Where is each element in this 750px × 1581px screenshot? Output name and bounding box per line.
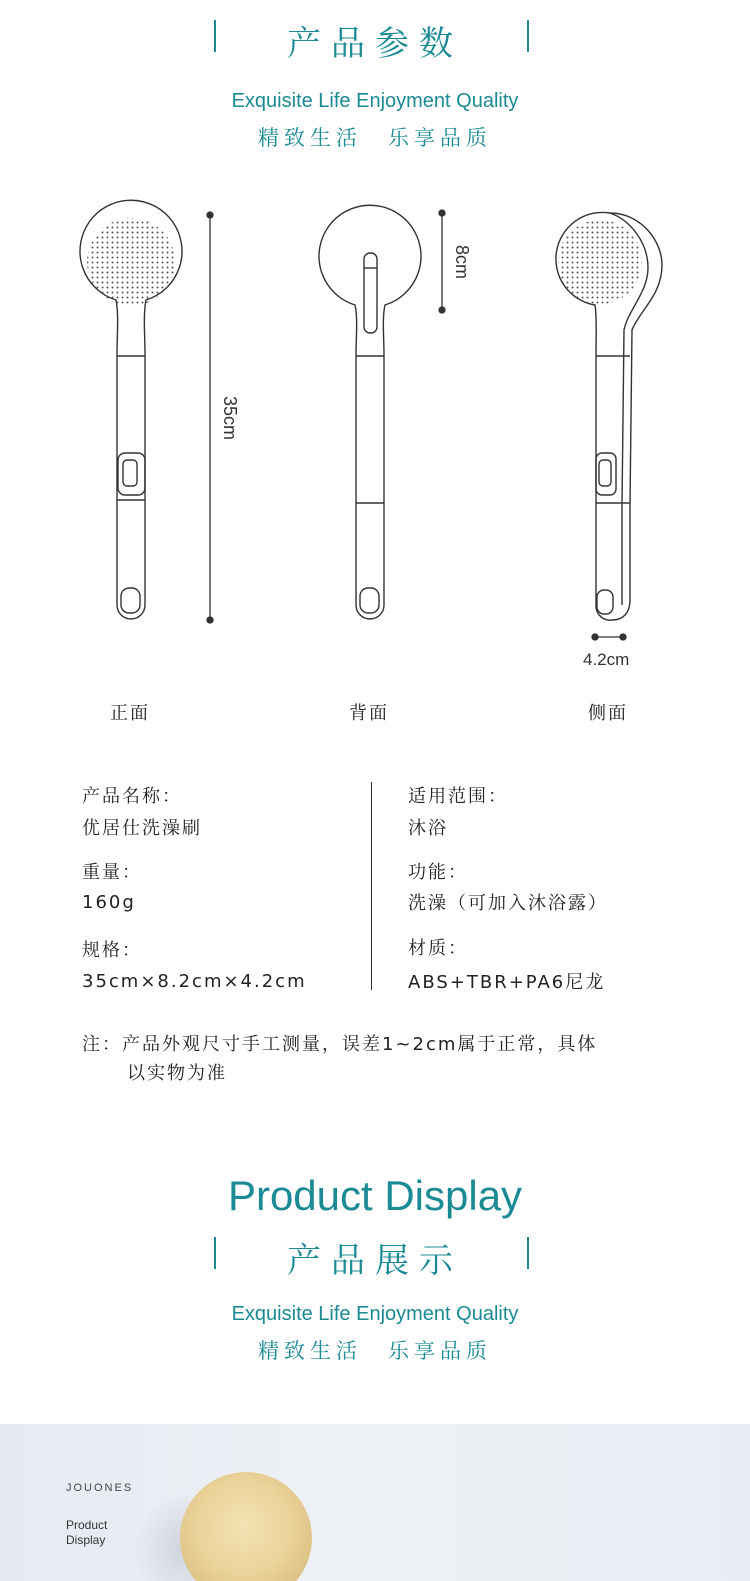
photo-caption-line2: Display bbox=[66, 1533, 106, 1547]
length-dimension-line bbox=[207, 212, 213, 623]
front-view-label: 正面 bbox=[110, 703, 150, 724]
params-title: 产品参数 bbox=[287, 24, 463, 64]
front-bristle-pattern bbox=[87, 218, 175, 306]
thickness-dim-label: 4.2cm bbox=[583, 650, 630, 669]
spec-material-label: 材质： bbox=[408, 938, 468, 959]
params-subtitle-en: Exquisite Life Enjoyment Quality bbox=[231, 90, 519, 112]
spec-function-label: 功能： bbox=[408, 862, 468, 883]
side-bristle-pattern bbox=[558, 220, 642, 304]
display-subtitle-en: Exquisite Life Enjoyment Quality bbox=[231, 1303, 519, 1325]
spec-usage-value: 沐浴 bbox=[408, 818, 448, 839]
measurement-note-line1: 注：产品外观尺寸手工测量，误差1~2cm属于正常，具体 bbox=[82, 1034, 598, 1055]
thickness-dimension-line bbox=[592, 634, 626, 640]
spec-function-value: 洗澡（可加入沐浴露） bbox=[408, 893, 608, 914]
photo-brand: JOUONES bbox=[66, 1482, 134, 1494]
spec-size-value: 35cm×8.2cm×4.2cm bbox=[82, 971, 307, 992]
display-subtitle-cn: 精致生活 乐享品质 bbox=[258, 1339, 492, 1363]
spec-divider bbox=[371, 782, 372, 990]
spec-weight-value: 160g bbox=[82, 892, 136, 913]
head-dim-label: 8cm bbox=[452, 244, 472, 280]
side-view-label: 侧面 bbox=[588, 703, 628, 724]
display-heading-en: Product Display bbox=[227, 1172, 523, 1219]
spec-material-value: ABS+TBR+PA6尼龙 bbox=[408, 972, 606, 993]
brush-bristle-head bbox=[180, 1472, 312, 1581]
display-title: 产品展示 bbox=[287, 1241, 463, 1281]
spec-weight-label: 重量： bbox=[82, 862, 142, 883]
spec-usage-label: 适用范围： bbox=[408, 786, 508, 807]
spec-size-label: 规格： bbox=[82, 940, 142, 961]
params-subtitle-cn: 精致生活 乐享品质 bbox=[258, 126, 492, 150]
spec-name-value: 优居仕洗澡刷 bbox=[82, 818, 202, 839]
length-dim-label: 35cm bbox=[220, 395, 240, 441]
product-photo bbox=[0, 1424, 750, 1581]
back-view-brush bbox=[319, 205, 421, 619]
head-dimension-line bbox=[439, 210, 445, 313]
title-bar-right bbox=[527, 20, 529, 52]
display-title-bar-right bbox=[527, 1237, 529, 1269]
spec-name-label: 产品名称： bbox=[82, 786, 182, 807]
product-diagram bbox=[0, 195, 750, 675]
back-view-label: 背面 bbox=[349, 703, 389, 724]
measurement-note-line2: 以实物为准 bbox=[127, 1063, 227, 1084]
photo-caption-line1: Product bbox=[66, 1518, 108, 1532]
